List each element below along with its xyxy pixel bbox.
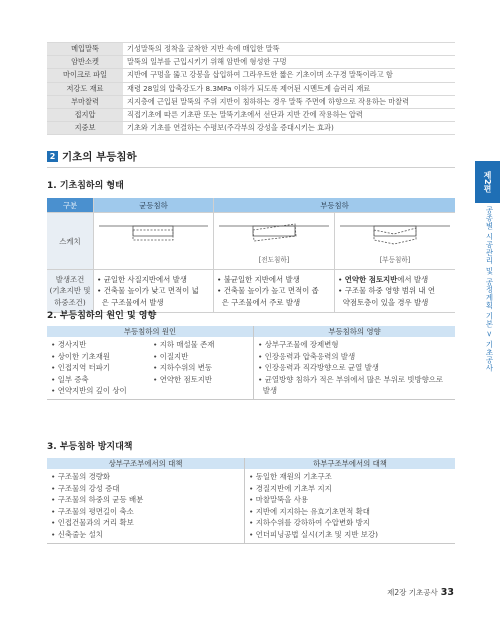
effect-item: • 인장응력과 압축응력의 발생 xyxy=(258,351,356,361)
caption-tilt: [전도침하] xyxy=(258,256,290,264)
upper-measure-item: • 구조물의 평면길이 축소 xyxy=(51,506,134,516)
conditions-uniform: • 균일한 사질지반에서 발생 • 건축물 높이가 낮고 면적이 넓 은 구조물에서 발생 xyxy=(94,270,214,313)
header-category: 구분 xyxy=(47,198,94,213)
section-number-badge: 2 xyxy=(47,151,58,162)
upper-measure-item: • 인접건물과의 거리 확보 xyxy=(51,518,134,528)
tilt-settlement-diagram xyxy=(215,214,333,252)
section-divider xyxy=(47,167,455,168)
upper-measure-item: • 구조물의 하중의 균등 배분 xyxy=(51,495,144,505)
uneven-settlement-diagram xyxy=(336,214,454,252)
sketch-tilt xyxy=(214,213,335,270)
glossary-definition: 지지층에 근입된 말뚝의 주위 지반이 침하하는 경우 말뚝 주면에 하향으로 작용하는 마찰력 xyxy=(123,95,455,108)
section-title: 기초의 부등침하 xyxy=(62,151,137,163)
header-causes: 부등침하의 원인 xyxy=(47,326,254,337)
glossary-row xyxy=(47,69,455,82)
header-uniform: 균등침하 xyxy=(94,198,214,213)
page-number: 33 xyxy=(440,587,454,598)
upper-measure-item: • 구조물의 경량화 xyxy=(51,472,111,481)
causes-list-b xyxy=(149,337,254,399)
conditions-tilt: • 불균일한 지반에서 발생 • 건축물 높이가 높고 면적이 좁 은 구조물에서 주로 발생 xyxy=(214,270,335,313)
upper-measures-list xyxy=(47,469,245,543)
header-lower: 하부구조부에서의 대책 xyxy=(245,458,456,469)
sketch-uneven xyxy=(335,213,456,270)
lower-measure-item: • 지반에 지지하는 유효기초면적 확대 xyxy=(249,506,370,516)
effects-list xyxy=(254,337,456,399)
conditions-uneven: • 연약한 점토지반에서 발생 • 구조물 하중 영향 범위 내 연 약점토층이 있을 경우 발생 xyxy=(335,270,456,313)
header-uneven: 부등침하 xyxy=(214,198,456,213)
lower-measure-item: • 지하수위를 강하하여 수압변화 방지 xyxy=(249,518,370,528)
glossary-term: 저강도 재료 xyxy=(47,82,123,95)
glossary-definition: 재령 28일의 압축강도가 8.3MPa 이하가 되도록 제어된 시멘트계 슬러리 재료 xyxy=(123,82,455,95)
sketch-uniform xyxy=(94,213,214,270)
cause-item: • 인접지역 터파기 xyxy=(51,363,111,373)
subheading-prevention: 3. 부등침하 방지대책 xyxy=(47,442,133,452)
chapter-label: 제2장 기초공사 xyxy=(387,588,438,597)
uniform-settlement-diagram xyxy=(95,214,212,266)
glossary-definition: 지반에 구멍을 뚫고 강봉을 삽입하여 그라우트한 짧은 기초이며 소구경 말뚝이라고 함 xyxy=(123,69,455,82)
cause-item: • 지하수위의 변동 xyxy=(153,363,213,373)
glossary-term: 마이크로 파일 xyxy=(47,69,123,82)
glossary-term: 암반소켓 xyxy=(47,56,123,69)
header-upper: 상부구조부에서의 대책 xyxy=(47,458,245,469)
glossary-term: 접지압 xyxy=(47,109,123,122)
glossary-row xyxy=(47,43,455,56)
glossary-definition: 기초와 기초를 연결하는 수평보(주각부의 강성을 증대시키는 효과) xyxy=(123,122,455,135)
lower-measure-item: • 마찰말뚝을 사용 xyxy=(249,495,309,505)
settlement-type-table xyxy=(47,198,455,313)
cause-item: • 연약한 점토지반 xyxy=(153,374,213,384)
glossary-row xyxy=(47,95,455,108)
lower-measure-item: • 언더피닝공법 실시(기초 및 지반 보강) xyxy=(249,529,378,539)
part-tab: 제2편 xyxy=(475,161,500,203)
effect-item: 발생 xyxy=(258,386,277,396)
lower-measures-list xyxy=(245,469,456,543)
effect-item: • 상부구조물에 장제변형 xyxy=(258,340,339,349)
glossary-definition: 직접기초에 따른 기초판 또는 말뚝기초에서 선단과 지반 간에 작용하는 압력 xyxy=(123,109,455,122)
page-footer xyxy=(387,587,454,598)
upper-measure-item: • 구조물의 강성 증대 xyxy=(51,483,120,493)
glossary-table xyxy=(47,42,455,135)
upper-measure-item: • 신축줄눈 설치 xyxy=(51,529,103,539)
effect-item: • 균열방향 침하가 적은 부위에서 많은 부위로 빗방향으로 xyxy=(258,374,444,384)
cause-item: • 지하 매설물 존재 xyxy=(153,340,215,349)
causes-list-a xyxy=(47,337,149,399)
glossary-term: 메입말뚝 xyxy=(47,43,123,56)
glossary-definition: 기성말뚝의 정착을 굴착한 지반 속에 매입한 말뚝 xyxy=(123,43,455,56)
subheading-causes-effects: 2. 부등침하의 원인 및 영향 xyxy=(47,311,157,321)
row-label-conditions: 발생조건 (기초지반 및 하중조건) xyxy=(47,270,94,313)
header-effects: 부등침하의 영향 xyxy=(254,326,456,337)
glossary-term: 부마찰력 xyxy=(47,95,123,108)
prevention-table xyxy=(47,458,455,544)
glossary-row xyxy=(47,56,455,69)
effect-item: • 인장응력과 직각방향으로 균열 발생 xyxy=(258,363,379,373)
glossary-term: 지중보 xyxy=(47,122,123,135)
glossary-row xyxy=(47,122,455,135)
cause-item: • 일부 증축 xyxy=(51,374,89,384)
lower-measure-item: • 동일한 재원의 기초구조 xyxy=(249,472,332,481)
cause-item: • 경사지반 xyxy=(51,340,87,349)
lower-measure-item: • 경질지반에 기초부 지지 xyxy=(249,483,332,493)
side-running-title: 공종별 시공관리 및 공정계획 기본 > 기초공사 xyxy=(485,206,494,372)
glossary-row xyxy=(47,82,455,95)
subheading-settlement-types: 1. 기초침하의 형태 xyxy=(47,181,124,191)
glossary-definition: 말뚝의 일부를 근입시키기 위해 암반에 형성한 구멍 xyxy=(123,56,455,69)
row-label-sketch: 스케치 xyxy=(47,213,94,270)
cause-item: • 상이한 기초재원 xyxy=(51,351,111,361)
cause-item: • 연약지반의 깊이 상이 xyxy=(51,386,127,396)
cause-item: • 이질지반 xyxy=(153,351,189,361)
glossary-row xyxy=(47,109,455,122)
caption-uneven: [부등침하] xyxy=(379,256,411,264)
causes-effects-table xyxy=(47,326,455,400)
